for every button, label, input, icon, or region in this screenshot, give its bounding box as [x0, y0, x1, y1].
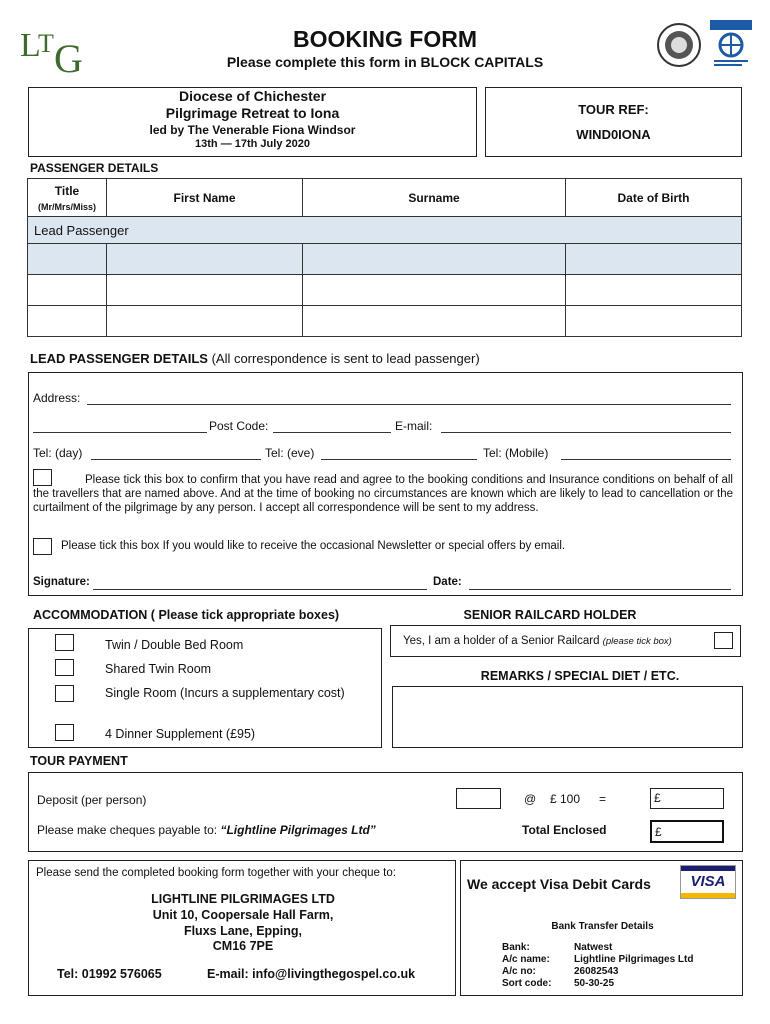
- pax1-first-name-field[interactable]: [107, 244, 303, 275]
- pax3-surname-field[interactable]: [303, 306, 566, 337]
- tour-ref-label: TOUR REF:: [578, 102, 649, 117]
- address-field[interactable]: [87, 404, 731, 405]
- single-room-label: Single Room (Incurs a supplementary cost): [105, 686, 345, 700]
- account-number-row: [502, 966, 693, 978]
- tel-day-field[interactable]: [91, 459, 261, 460]
- col-dob-header: Date of Birth: [566, 179, 742, 217]
- lead-passenger-row: [28, 217, 742, 244]
- pax2-first-name-field[interactable]: [107, 275, 303, 306]
- tour-ref-value: WIND0IONA: [576, 127, 651, 142]
- lead-section-heading: [30, 351, 480, 366]
- passenger-section-title: PASSENGER DETAILS: [30, 161, 159, 175]
- accommodation-box: [28, 628, 382, 748]
- cheque-prefix: Please make cheques payable to:: [37, 823, 221, 837]
- pax1-title-field[interactable]: [28, 244, 107, 275]
- tel-day-label: Tel: (day): [33, 446, 83, 460]
- visa-logo-icon: [680, 865, 736, 899]
- newsletter-checkbox[interactable]: [33, 538, 52, 555]
- abtot-badge-icon: [710, 20, 752, 75]
- deposit-quantity-field[interactable]: [456, 788, 501, 809]
- tel-mobile-label: Tel: (Mobile): [483, 446, 549, 460]
- col-surname-header: Surname: [303, 179, 566, 217]
- sort-code-row: [502, 978, 693, 990]
- account-name-row: [502, 954, 693, 966]
- deposit-amount: £ 100: [550, 792, 581, 806]
- pax2-surname-field[interactable]: [303, 275, 566, 306]
- visa-logo-text: VISA: [690, 873, 726, 890]
- company-email: E-mail: info@livingthegospel.co.uk: [207, 967, 416, 981]
- svg-text:L: L: [20, 27, 41, 64]
- passenger-table: [27, 178, 742, 337]
- railcard-label: Yes, I am a holder of a Senior Railcard: [403, 635, 600, 647]
- svg-text:T: T: [38, 29, 54, 58]
- postcode-field[interactable]: [273, 432, 391, 433]
- postcode-label: Post Code:: [209, 419, 269, 433]
- newsletter-text: Please tick this box If you would like to receive the occasional Newsletter or special offers by email.: [61, 540, 566, 552]
- tour-name: Pilgrimage Retreat to Iona: [165, 105, 340, 121]
- send-intro: Please send the completed booking form together with your cheque to:: [36, 867, 396, 879]
- send-to-box: [28, 860, 456, 996]
- col-title-label: Title: [54, 183, 80, 198]
- accommodation-title: ACCOMMODATION ( Please tick appropriate boxes): [33, 608, 340, 622]
- page-subtitle: Please complete this form in BLOCK CAPITALS: [226, 54, 544, 70]
- remarks-title: REMARKS / SPECIAL DIET / ETC.: [480, 669, 680, 683]
- account-number-label: A/c no:: [502, 966, 536, 977]
- association-seal-icon: [656, 22, 702, 73]
- account-name-value: Lightline Pilgrimages Ltd: [574, 954, 694, 965]
- sort-code-label: Sort code:: [502, 978, 552, 989]
- dinner-supplement-label: 4 Dinner Supplement (£95): [105, 727, 256, 741]
- tel-eve-label: Tel: (eve): [265, 446, 315, 460]
- email-label: E-mail:: [395, 419, 433, 433]
- col-title-header: [28, 179, 107, 217]
- cheque-text: [37, 823, 376, 837]
- tour-dates: 13th — 17th July 2020: [195, 138, 310, 150]
- pax3-title-field[interactable]: [28, 306, 107, 337]
- twin-double-checkbox[interactable]: [55, 634, 74, 651]
- total-enclosed-label: Total Enclosed: [522, 823, 607, 837]
- tour-leader: led by The Venerable Fiona Windsor: [149, 123, 356, 137]
- bank-label: Bank:: [502, 942, 530, 953]
- bank-value: Natwest: [574, 942, 613, 953]
- payment-box: [28, 772, 743, 852]
- bank-transfer-title: Bank Transfer Details: [551, 921, 654, 932]
- account-name-label: A/c name:: [502, 954, 550, 965]
- bank-row: [502, 942, 693, 990]
- ltg-logo: [18, 24, 98, 76]
- signature-field[interactable]: [93, 589, 427, 590]
- address-line2-field[interactable]: [33, 432, 207, 433]
- confirm-conditions-text: Please tick this box to confirm that you have read and agree to the booking conditions and Insurance conditions on behalf of all the travellers that are named above. And at the time of booking no circumstances are known which are likely to lead to cancellation or the curtailment of the pilgrimage by any person. I accept all correspondence will be sent to my address.: [33, 474, 733, 514]
- company-address-1: Unit 10, Coopersale Hall Farm,: [152, 908, 334, 922]
- bank-name-row: [502, 942, 693, 954]
- total-currency: £: [655, 825, 662, 839]
- deposit-total-currency: £: [654, 791, 661, 805]
- signature-label: Signature:: [33, 576, 90, 588]
- single-room-checkbox[interactable]: [55, 685, 74, 702]
- visa-accept-text: We accept Visa Debit Cards: [467, 876, 651, 892]
- page-title: BOOKING FORM: [293, 26, 477, 52]
- pax1-dob-field[interactable]: [566, 244, 742, 275]
- equals-sign: =: [599, 792, 607, 806]
- railcard-text: [403, 635, 672, 647]
- pax2-dob-field[interactable]: [566, 275, 742, 306]
- deposit-total-field[interactable]: [650, 788, 724, 809]
- address-label: Address:: [33, 391, 81, 405]
- company-tel: Tel: 01992 576065: [57, 967, 162, 981]
- company-address-2: Fluxs Lane, Epping,: [183, 924, 303, 938]
- shared-twin-label: Shared Twin Room: [105, 662, 212, 676]
- cheque-payee: “Lightline Pilgrimages Ltd”: [220, 823, 376, 837]
- lead-details-box: [28, 372, 743, 596]
- bank-box: [460, 860, 743, 996]
- deposit-label: Deposit (per person): [37, 793, 147, 807]
- lead-passenger-label: Lead Passenger: [34, 222, 129, 238]
- railcard-box: [390, 625, 741, 657]
- email-field[interactable]: [441, 432, 731, 433]
- account-number-value: 26082543: [574, 966, 619, 977]
- svg-text:G: G: [54, 36, 83, 76]
- tour-ref-box: [485, 87, 742, 157]
- tour-diocese: Diocese of Chichester: [178, 88, 327, 104]
- lead-section-title: LEAD PASSENGER DETAILS: [30, 351, 208, 366]
- pax2-title-field[interactable]: [28, 275, 107, 306]
- railcard-title: SENIOR RAILCARD HOLDER: [463, 608, 637, 622]
- date-label: Date:: [433, 576, 462, 588]
- company-postcode: CM16 7PE: [212, 939, 274, 953]
- company-name: LIGHTLINE PILGRIMAGES LTD: [151, 892, 335, 906]
- tour-info-box: [28, 87, 477, 157]
- twin-double-label: Twin / Double Bed Room: [105, 638, 244, 652]
- tel-eve-field[interactable]: [321, 459, 477, 460]
- pax3-dob-field[interactable]: [566, 306, 742, 337]
- payment-title: TOUR PAYMENT: [30, 754, 128, 768]
- ltg-logo-mark: [18, 24, 98, 76]
- at-sign: @: [524, 792, 537, 806]
- tel-mobile-field[interactable]: [561, 459, 731, 460]
- remarks-field[interactable]: [392, 686, 743, 748]
- total-enclosed-field[interactable]: [650, 820, 724, 843]
- pax3-first-name-field[interactable]: [107, 306, 303, 337]
- lead-section-note: (All correspondence is sent to lead passenger): [211, 351, 480, 366]
- date-field[interactable]: [469, 589, 731, 590]
- railcard-checkbox[interactable]: [714, 632, 733, 649]
- pax1-surname-field[interactable]: [303, 244, 566, 275]
- col-title-sub: (Mr/Mrs/Miss): [37, 201, 96, 212]
- railcard-hint: (please tick box): [602, 636, 672, 647]
- sort-code-value: 50-30-25: [574, 978, 615, 989]
- dinner-supplement-checkbox[interactable]: [55, 724, 74, 741]
- shared-twin-checkbox[interactable]: [55, 659, 74, 676]
- col-first-name-header: First Name: [107, 179, 303, 217]
